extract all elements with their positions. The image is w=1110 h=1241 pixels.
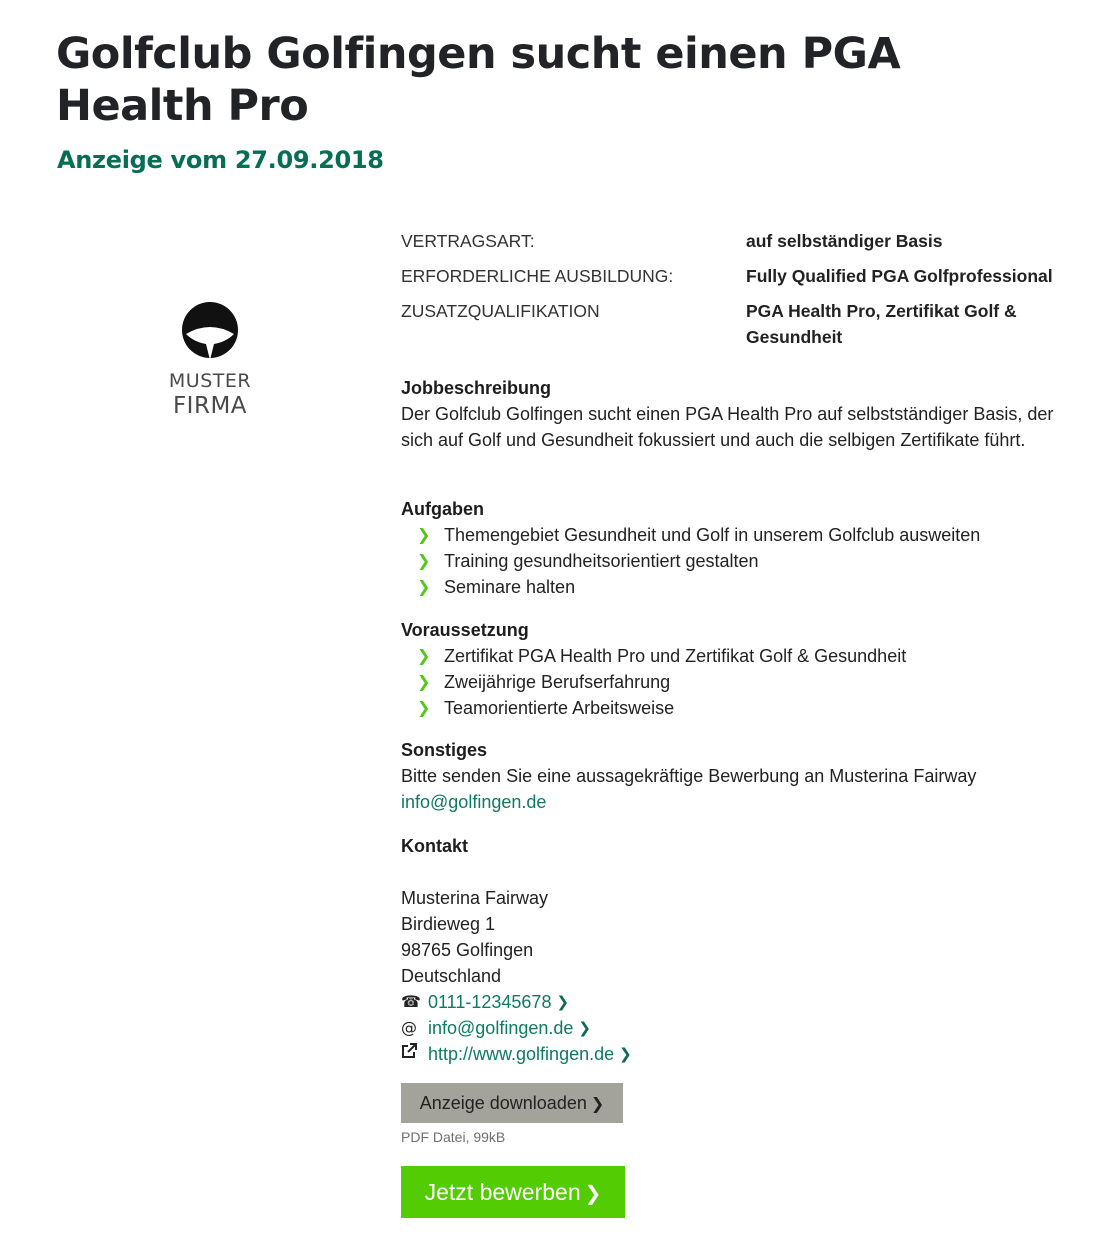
fact-value: Fully Qualified PGA Golfprofessional	[746, 266, 1053, 286]
contact-address	[401, 885, 1061, 989]
list-item-text: Seminare halten	[444, 577, 576, 597]
chevron-right-icon: ❯	[417, 525, 431, 544]
misc-text: Bitte senden Sie eine aussagekräftige Bewerbung an Musterina Fairway	[401, 766, 977, 786]
fact-row	[401, 263, 1071, 298]
ad-date: Anzeige vom 27.09.2018	[57, 146, 384, 174]
section-contact	[401, 833, 1061, 1067]
at-icon: @	[401, 1018, 417, 1037]
section-requirements	[401, 617, 1061, 721]
email-link[interactable]: info@golfingen.de	[428, 1018, 574, 1038]
chevron-right-icon: ❯	[417, 551, 431, 570]
section-job-description	[401, 375, 1061, 453]
list-item-text: Teamorientierte Arbeitsweise	[444, 698, 675, 718]
contact-email-row	[401, 1015, 1061, 1041]
logo-text-line2: FIRMA	[172, 393, 248, 419]
chevron-right-icon: ❯	[619, 1045, 632, 1063]
section-tasks	[401, 496, 1061, 600]
list-item-text: Zweijährige Berufserfahrung	[444, 672, 671, 692]
external-link-icon	[401, 1041, 428, 1067]
contact-country: Deutschland	[401, 966, 502, 986]
job-facts-table	[401, 228, 1071, 350]
section-heading: Sonstiges	[401, 740, 488, 760]
list-item	[401, 548, 1061, 574]
list-item-text: Themengebiet Gesundheit und Golf in unserem Golfclub ausweiten	[444, 525, 981, 545]
company-logo-icon	[180, 300, 240, 360]
page-title: Golfclub Golfingen sucht einen PGA Health Pro	[56, 29, 901, 131]
chevron-right-icon: ❯	[556, 993, 570, 1011]
fact-value: PGA Health Pro, Zertifikat Golf & Gesundheit	[746, 301, 1017, 347]
chevron-right-icon: ❯	[417, 672, 431, 691]
list-item	[401, 643, 1061, 669]
job-details	[401, 228, 1071, 1205]
apply-now-label: Jetzt bewerben	[424, 1179, 581, 1205]
fact-value: auf selbständiger Basis	[746, 231, 943, 251]
fact-row	[401, 228, 1071, 263]
chevron-right-icon: ❯	[417, 646, 431, 665]
phone-link[interactable]: 0111-12345678	[428, 992, 552, 1012]
download-file-info: PDF Datei, 99kB	[401, 1129, 506, 1145]
apply-now-button[interactable]	[401, 1166, 625, 1218]
contact-website-row	[401, 1041, 1061, 1067]
fact-label: ZUSATZQUALIFIKATION	[401, 301, 600, 321]
task-list	[401, 522, 1061, 600]
fact-label: VERTRAGSART:	[401, 231, 535, 251]
section-heading: Voraussetzung	[401, 620, 529, 640]
description-text: Der Golfclub Golfingen sucht einen PGA Health Pro auf selbstständiger Basis, der sich auf Golf und Gesundheit fokussiert und auch die selbigen Zertifikate führt.	[401, 404, 1054, 450]
requirement-list	[401, 643, 1061, 721]
section-misc	[401, 737, 1061, 815]
list-item	[401, 695, 1061, 721]
misc-email-link[interactable]: info@golfingen.de	[401, 792, 547, 812]
section-heading: Kontakt	[401, 836, 468, 856]
chevron-right-icon: ❯	[417, 577, 431, 596]
logo-text-line1: MUSTER	[168, 370, 252, 392]
contact-street: Birdieweg 1	[401, 914, 496, 934]
list-item	[401, 669, 1061, 695]
company-logo	[160, 300, 260, 420]
chevron-right-icon: ❯	[417, 698, 431, 717]
fact-row	[401, 298, 1071, 350]
section-heading: Aufgaben	[401, 499, 484, 519]
contact-name: Musterina Fairway	[401, 888, 549, 908]
chevron-right-icon: ❯	[578, 1019, 591, 1037]
contact-city: 98765 Golfingen	[401, 940, 534, 960]
fact-label: ERFORDERLICHE AUSBILDUNG:	[401, 266, 674, 286]
website-link[interactable]: http://www.golfingen.de	[428, 1044, 615, 1064]
download-ad-button[interactable]	[401, 1083, 623, 1123]
list-item	[401, 574, 1061, 600]
chevron-right-icon: ❯	[584, 1181, 602, 1205]
list-item-text: Zertifikat PGA Health Pro und Zertifikat Golf & Gesundheit	[444, 646, 907, 666]
section-heading: Jobbeschreibung	[401, 378, 552, 398]
chevron-right-icon: ❯	[590, 1094, 605, 1113]
list-item	[401, 522, 1061, 548]
list-item-text: Training gesundheitsorientiert gestalten	[444, 551, 759, 571]
phone-icon: ☎	[401, 992, 421, 1011]
download-ad-label: Anzeige downloaden	[419, 1093, 587, 1113]
contact-phone-row	[401, 989, 1061, 1015]
